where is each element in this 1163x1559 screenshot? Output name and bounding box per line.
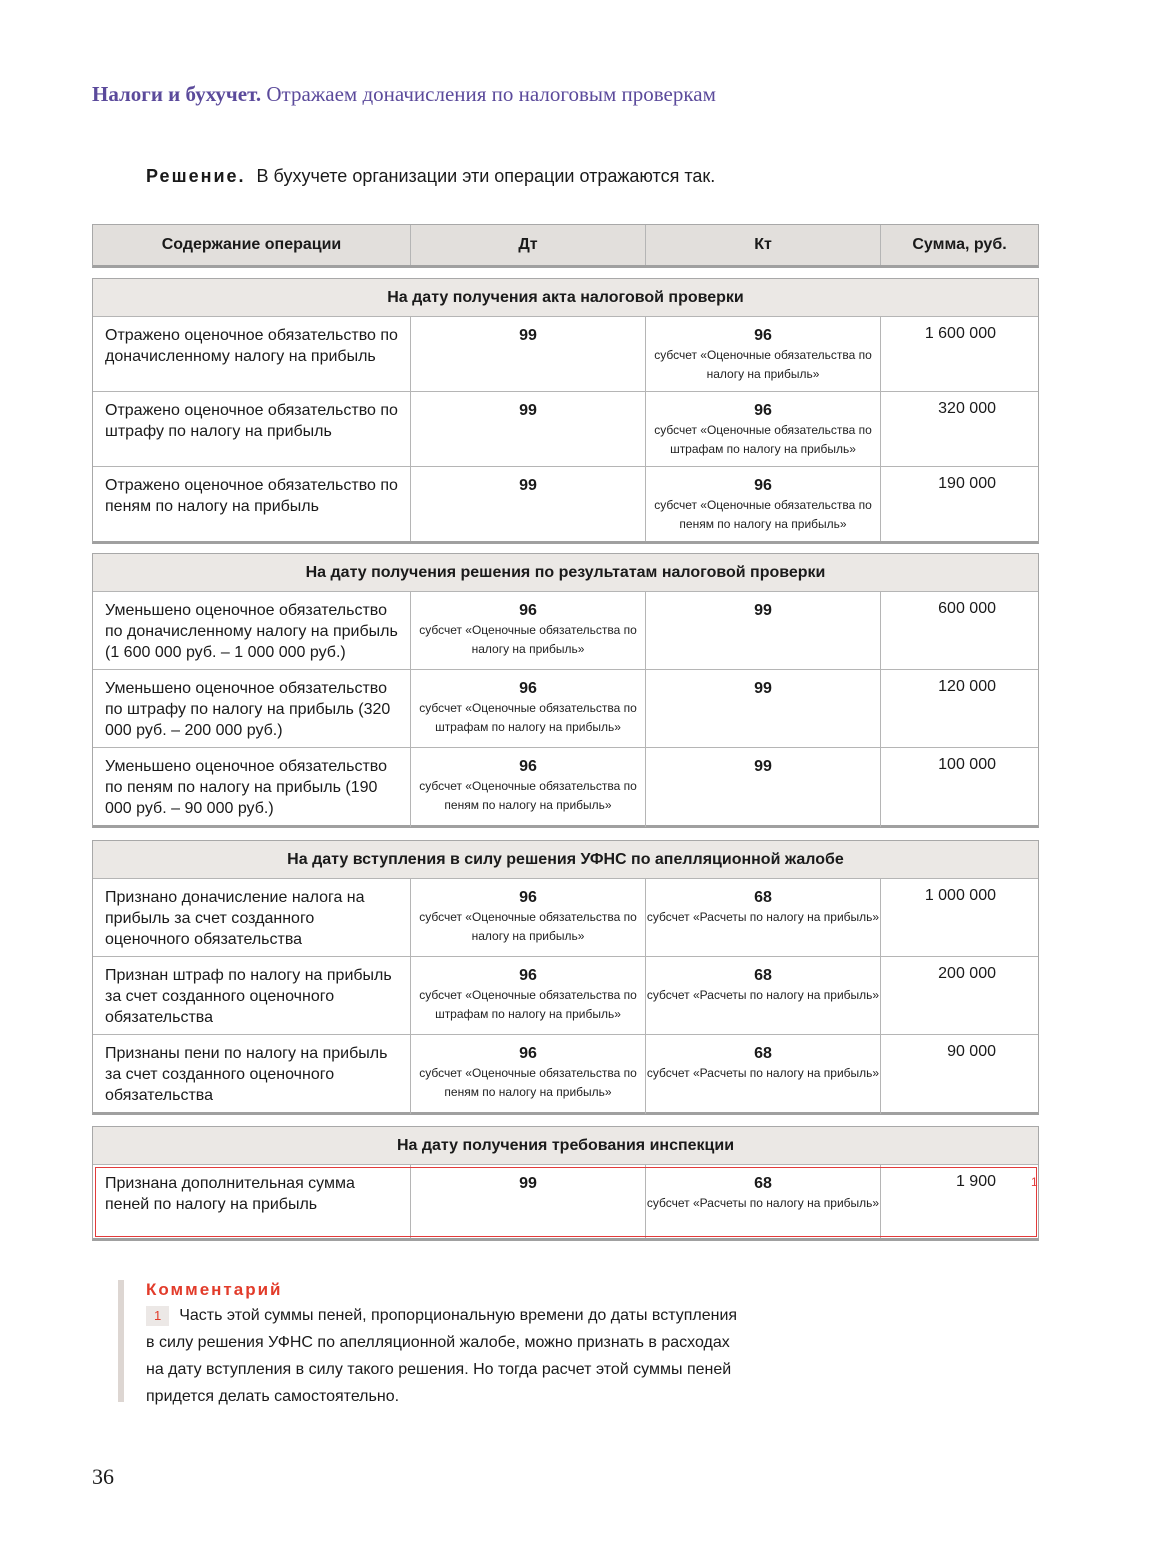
credit-account: 68 — [754, 889, 772, 906]
debit-account: 99 — [519, 1175, 537, 1192]
table-row — [93, 1164, 1038, 1238]
credit-account: 99 — [754, 758, 772, 775]
debit-cell — [411, 391, 646, 466]
operation-cell: Признаны пени по налогу на прибыль за счет созданного оценочного обязательства — [93, 1034, 411, 1114]
header-sum: Сумма, руб. — [912, 236, 1007, 253]
table-row — [93, 956, 1038, 1034]
credit-subaccount: субсчет «Оценочные обязательства по штрафам по налогу на прибыль» — [654, 423, 872, 456]
debit-cell — [411, 956, 646, 1036]
page-number: 36 — [92, 1464, 114, 1489]
debit-cell — [411, 1034, 646, 1114]
table-row — [93, 669, 1038, 747]
debit-account: 96 — [519, 889, 537, 906]
table-section — [92, 840, 1039, 1115]
debit-subaccount: субсчет «Оценочные обязательства по штрафам по налогу на прибыль» — [419, 701, 637, 734]
credit-cell — [646, 391, 881, 466]
debit-subaccount: субсчет «Оценочные обязательства по пеням по налогу на прибыль» — [419, 1066, 637, 1099]
debit-cell — [411, 1164, 646, 1238]
debit-account: 96 — [519, 680, 537, 697]
section-title: На дату вступления в силу решения УФНС по апелляционной жалобе — [93, 841, 1038, 878]
credit-cell — [646, 316, 881, 391]
operation-cell: Признана дополнительная сумма пеней по налогу на прибыль — [93, 1164, 411, 1238]
operation-cell: Отражено оценочное обязательство по пеням по налогу на прибыль — [93, 466, 411, 541]
operation-cell: Уменьшено оценочное обязательство по пеням по налогу на прибыль (190 000 руб. – 90 000 руб.) — [93, 747, 411, 827]
footnote-mark[interactable]: 1 — [1031, 1175, 1038, 1189]
credit-account: 96 — [754, 477, 772, 494]
sum-cell: 320 000 — [881, 391, 1038, 466]
debit-cell — [411, 669, 646, 749]
running-head-title: Отражаем доначисления по налоговым проверкам — [266, 82, 716, 106]
header-debit: Дт — [411, 225, 646, 265]
debit-account: 99 — [519, 477, 537, 494]
table-section — [92, 278, 1039, 544]
section-title: На дату получения акта налоговой проверки — [93, 279, 1038, 316]
footnote-badge: 1 — [146, 1306, 169, 1326]
credit-subaccount: субсчет «Расчеты по налогу на прибыль» — [646, 1066, 880, 1080]
debit-account: 96 — [519, 758, 537, 775]
credit-cell — [646, 466, 881, 541]
debit-subaccount: субсчет «Оценочные обязательства по пеням по налогу на прибыль» — [419, 779, 637, 812]
sum-cell: 200 000 — [881, 956, 1038, 1036]
comment-block — [118, 1280, 746, 1405]
credit-cell — [646, 956, 881, 1036]
operation-cell: Уменьшено оценочное обязательство по штрафу по налогу на прибыль (320 000 руб. – 200 000 руб.) — [93, 669, 411, 749]
sum-cell: 1 000 000 — [881, 878, 1038, 958]
section-title: На дату получения требования инспекции — [93, 1127, 1038, 1164]
sum-cell: 100 000 — [881, 747, 1038, 827]
debit-account: 96 — [519, 602, 537, 619]
credit-cell — [646, 1164, 881, 1238]
table-row — [93, 1034, 1038, 1112]
table-section — [92, 553, 1039, 828]
credit-account: 96 — [754, 402, 772, 419]
debit-subaccount: субсчет «Оценочные обязательства по налогу на прибыль» — [419, 623, 637, 656]
debit-account: 96 — [519, 1045, 537, 1062]
intro — [146, 166, 715, 187]
credit-account: 68 — [754, 1175, 772, 1192]
sum-cell: 190 000 — [881, 466, 1038, 541]
table-row — [93, 316, 1038, 391]
debit-account: 96 — [519, 967, 537, 984]
comment-body: Часть этой суммы пеней, пропорциональную времени до даты вступления в силу решения УФНС по апелляционной жалобе, можно признать в расходах на дату вступления в силу такого решения. Но тогда расчет этой суммы пеней придется делать самостоятельно. — [146, 1307, 738, 1405]
debit-cell — [411, 878, 646, 958]
credit-account: 68 — [754, 967, 772, 984]
credit-cell — [646, 747, 881, 827]
sum-cell: 90 000 — [881, 1034, 1038, 1114]
operation-cell: Уменьшено оценочное обязательство по доначисленному налогу на прибыль (1 600 000 руб. – 1 000 000 руб.) — [93, 591, 411, 671]
credit-account: 68 — [754, 1045, 772, 1062]
sum-cell: 1 900 — [881, 1164, 1038, 1238]
credit-account: 99 — [754, 680, 772, 697]
credit-subaccount: субсчет «Оценочные обязательства по пеням по налогу на прибыль» — [654, 498, 872, 531]
debit-subaccount: субсчет «Оценочные обязательства по штрафам по налогу на прибыль» — [419, 988, 637, 1021]
table-row — [93, 391, 1038, 466]
header-credit: Кт — [646, 225, 881, 265]
debit-account: 99 — [519, 402, 537, 419]
comment-title: Комментарий — [146, 1280, 283, 1299]
credit-subaccount: субсчет «Расчеты по налогу на прибыль» — [646, 988, 880, 1002]
comment-text — [146, 1302, 746, 1410]
sum-cell: 600 000 — [881, 591, 1038, 671]
credit-subaccount: субсчет «Расчеты по налогу на прибыль» — [646, 910, 880, 924]
running-head — [92, 82, 716, 107]
operation-cell: Отражено оценочное обязательство по штрафу по налогу на прибыль — [93, 391, 411, 466]
credit-account: 96 — [754, 327, 772, 344]
running-head-section: Налоги и бухучет. — [92, 82, 262, 106]
table-row — [93, 878, 1038, 956]
credit-cell — [646, 878, 881, 958]
intro-label: Решение. — [146, 166, 246, 186]
credit-subaccount: субсчет «Расчеты по налогу на прибыль» — [646, 1196, 880, 1210]
sum-cell: 1 600 000 — [881, 316, 1038, 391]
section-title: На дату получения решения по результатам налоговой проверки — [93, 554, 1038, 591]
credit-account: 99 — [754, 602, 772, 619]
table-header — [92, 224, 1039, 268]
intro-text: В бухучете организации эти операции отражаются так. — [256, 166, 716, 186]
operation-cell: Признано доначисление налога на прибыль за счет созданного оценочного обязательства — [93, 878, 411, 958]
debit-cell — [411, 316, 646, 391]
table-row — [93, 591, 1038, 669]
table-row — [93, 747, 1038, 825]
credit-cell — [646, 669, 881, 749]
debit-cell — [411, 591, 646, 671]
credit-cell — [646, 1034, 881, 1114]
table-section — [92, 1126, 1039, 1241]
debit-cell — [411, 466, 646, 541]
debit-subaccount: субсчет «Оценочные обязательства по налогу на прибыль» — [419, 910, 637, 943]
debit-account: 99 — [519, 327, 537, 344]
table-row — [93, 466, 1038, 541]
operation-cell: Отражено оценочное обязательство по доначисленному налогу на прибыль — [93, 316, 411, 391]
header-operation: Содержание операции — [93, 225, 411, 265]
debit-cell — [411, 747, 646, 827]
credit-cell — [646, 591, 881, 671]
operation-cell: Признан штраф по налогу на прибыль за счет созданного оценочного обязательства — [93, 956, 411, 1036]
credit-subaccount: субсчет «Оценочные обязательства по налогу на прибыль» — [654, 348, 872, 381]
sum-cell: 120 000 — [881, 669, 1038, 749]
